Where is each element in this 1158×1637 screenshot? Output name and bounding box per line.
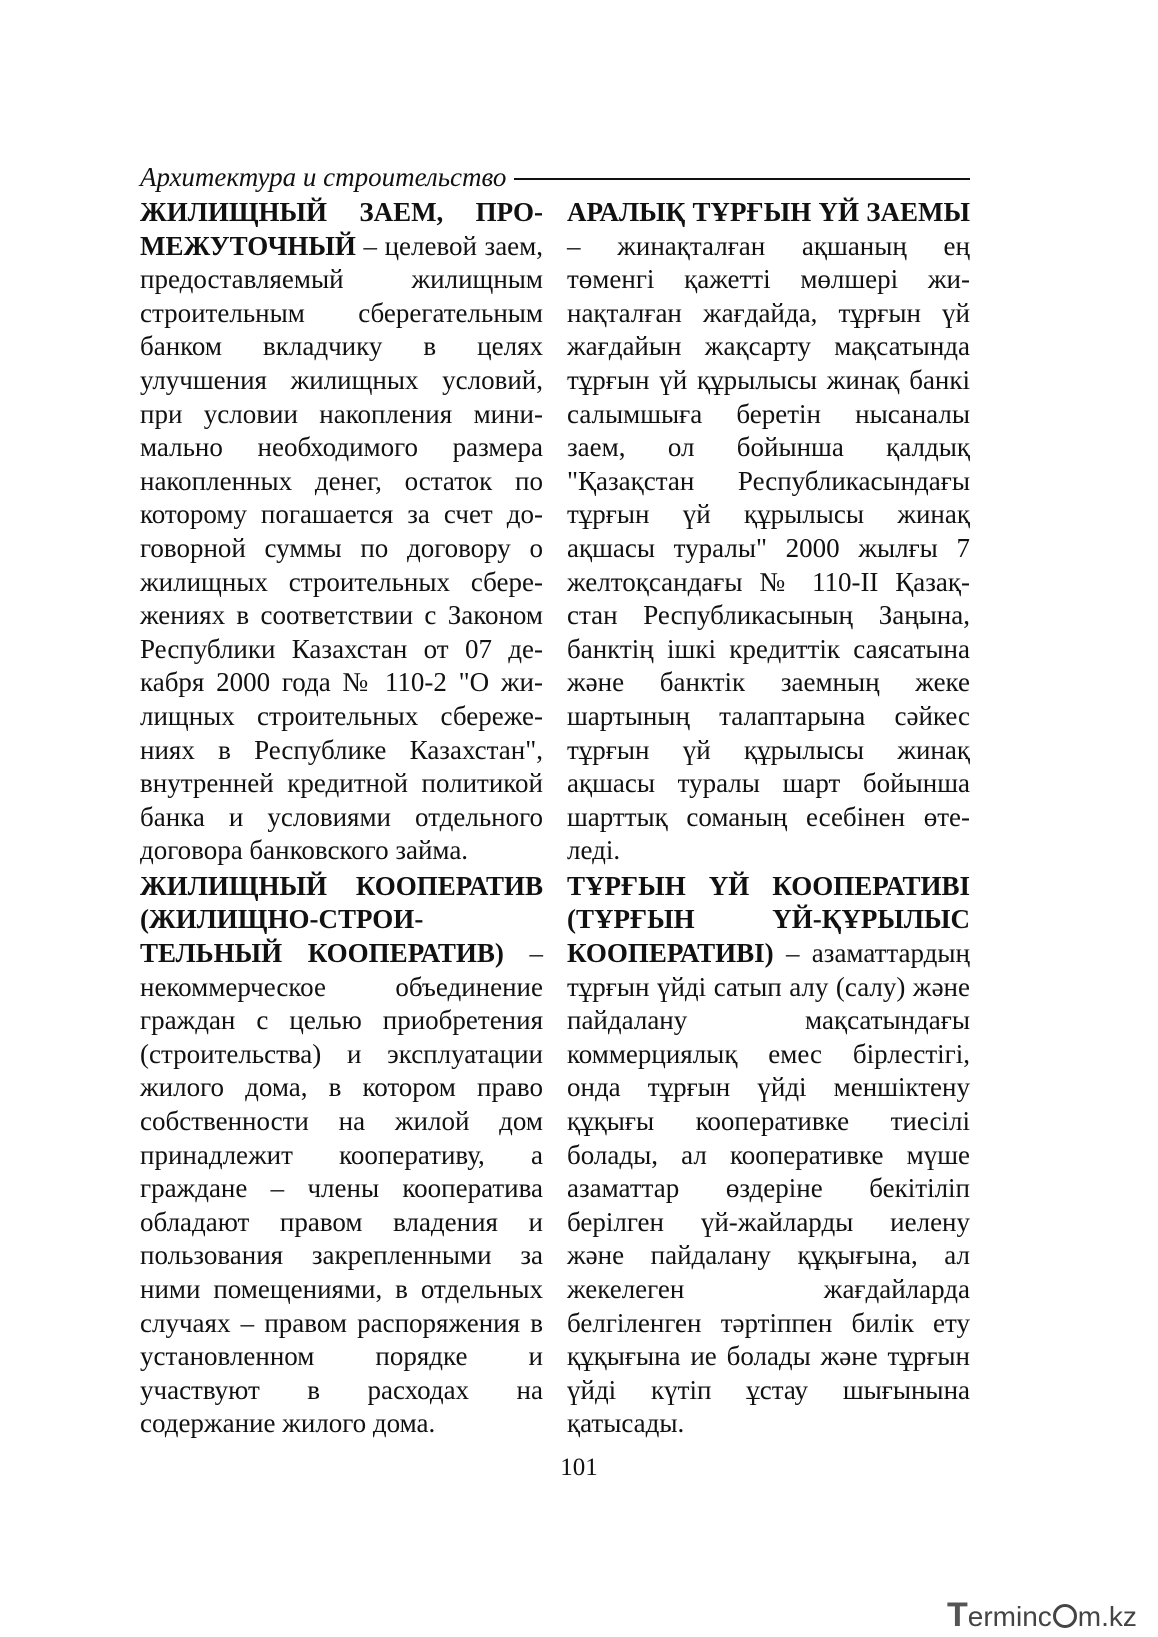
running-title: Архитектура и строительство [140,161,507,192]
entry-term: ТҰРҒЫН ҮЙ КООПЕРАТИВІ (ТҰРҒЫН ҮЙ-ҚҰРЫЛЫС КООПЕРАТИВІ) [567,870,970,969]
logo-t-letter: T [947,1596,968,1634]
dictionary-entry [567,196,970,868]
page-number: 101 [560,1454,598,1481]
left-column [140,196,543,1443]
right-column [567,196,970,1443]
running-head [140,160,970,194]
entry-definition: – азаматтардың тұрғын үйді сатып алу (салу) және пайдалану мақсатындағы коммерциялық емес бірлестігі, онда тұрғын үйді меншіктену құқығы кооперативке тиесілі болады, ал кооперативке мүше азаматтар өздеріне бекітіліп берілген үй-жайларды иелену және пайдалану құқығына, ал жекелеген жағдайларда белгіленген тәртіппен билік ету құқығына ие болады және тұрғын үйді күтіп ұстау шығынына қатысады. [567,938,970,1439]
dictionary-entry [140,870,543,1441]
header-rule [514,178,970,180]
termincom-logo [947,1596,1137,1634]
dictionary-entry [140,196,543,868]
entry-term: АРАЛЫҚ ТҰРҒЫН ҮЙ ЗАЕМЫ [567,197,970,227]
logo-text-start: erminc [967,1601,1052,1632]
dictionary-entry [567,870,970,1441]
logo-o-ring-icon [1053,1604,1077,1628]
entry-term: ЖИЛИЩНЫЙ ЗАЕМ, ПРОМЕЖУТОЧНЫЙ [140,197,543,261]
entry-term: ЖИЛИЩНЫЙ КООПЕРАТИВ (ЖИЛИЩНО-СТРОИТЕЛЬНЫЙ КООПЕРАТИВ) [140,870,543,969]
entry-definition: – целевой заем, предоставляемый жилищным строительным сберегательным банком вкладчику в целях улучшения жилищных условий, при условии накопления минимально необходимого размера накопленных денег, остаток по которому погашается за счет договорной суммы по договору о жилищных строительных сбережениях в соответствии с Законом Республики Казахстан от 07 декабря 2000 года № 110-2 "О жилищных строительных сбережениях в Республике Казахстан", внутренней кредитной политикой банка и условиями отдельного договора банковского займа. [140,230,543,866]
logo-text-end: m.kz [1077,1601,1137,1632]
entry-definition: – жинақталған ақшаның ең төменгі қажетті мөлшері жинақталған жағдайда, тұрғын үй жағдайын жақсарту мақсатында тұрғын үй құрылысы жинақ банкі салымшыға беретін нысaналы заем, ол бойынша қалдық "Қазақстан Республикасындағы тұрғын үй құрылысы жинақ ақшасы туралы" 2000 жылғы 7 желтоқсандағы № 110-ІІ Қазақстан Республикасының Заңына, банктің ішкі кредиттік саясатына және банктік заемның жеке шартының талаптарына сәйкес тұрғын үй құрылысы жинақ ақшасы туралы шарт бойынша шарттық соманың есебінен өтеледі. [567,230,970,866]
entry-definition: – некоммерческое объединение граждан с целью приобретения (строительства) и эксплуатации жилого дома, в котором право собственности на жилой дом принадлежит кооперативу, а граждане – члены кооператива обладают правом владения и пользования закрепленными за ними помещениями, в отдельных случаях – правом распоряжения в установленном порядке и участвуют в расходах на содержание жилого дома. [140,938,543,1439]
